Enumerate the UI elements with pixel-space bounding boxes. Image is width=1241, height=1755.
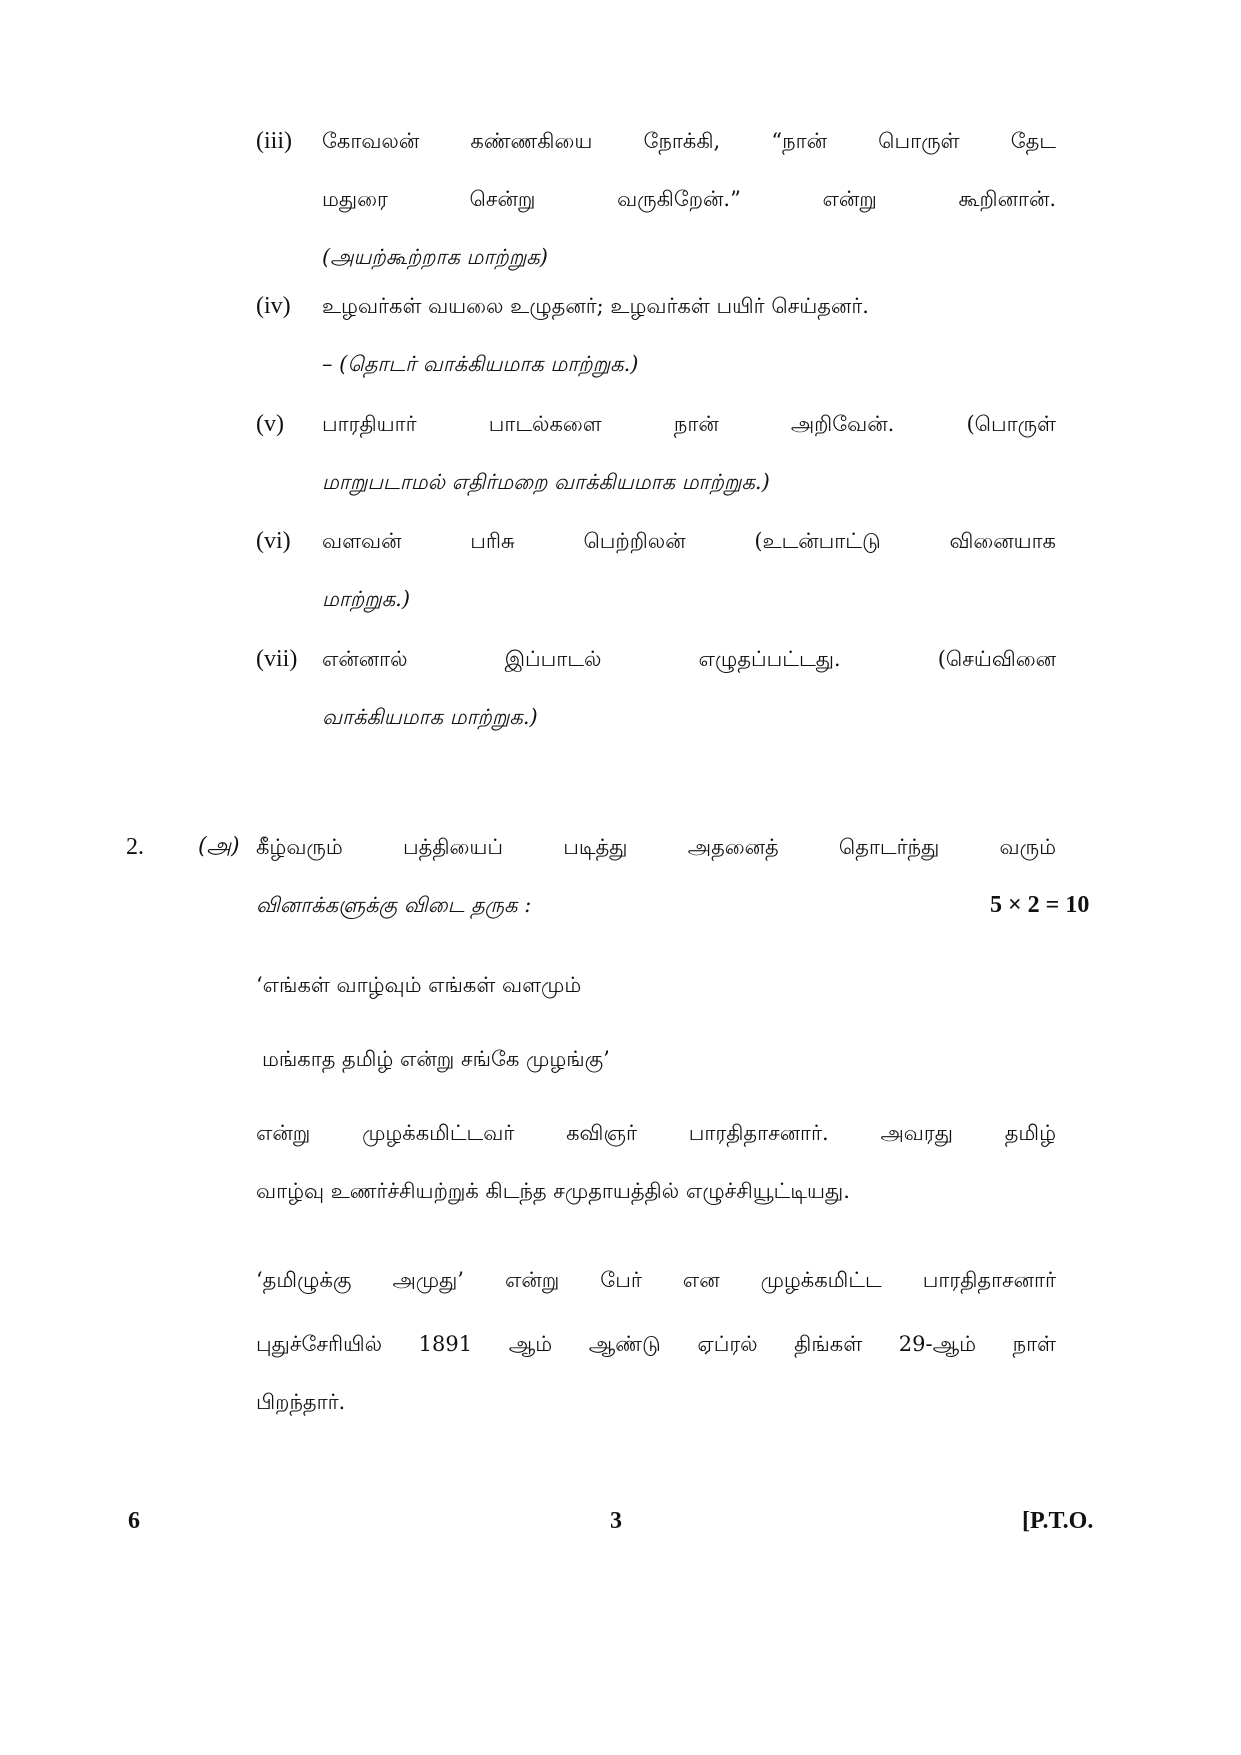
passage-line: பிறந்தார். [256, 1390, 346, 1414]
question-number: 2. [126, 834, 144, 860]
question-item-iv [256, 277, 1056, 393]
item-text-line: பாரதியார் பாடல்களை நான் அறிவேன். (பொருள் [322, 412, 1056, 436]
passage-line: வாழ்வு உணர்ச்சியற்றுக் கிடந்த சமுதாயத்தில் எழுச்சியூட்டியது. [256, 1179, 850, 1203]
question-item-vii [256, 630, 1056, 746]
question-subpart-label: (அ) [198, 834, 240, 859]
passage-line: புதுச்சேரியில் 1891 ஆம் ஆண்டு ஏப்ரல் திங்கள் 29-ஆம் நாள் [256, 1332, 1056, 1356]
question2-prompt [256, 818, 1056, 934]
quote-line: ‘எங்கள் வாழ்வும் எங்கள் வளமும் [256, 973, 582, 997]
passage-paragraph-1 [256, 1104, 1056, 1220]
item-text-line: கோவலன் கண்ணகியை நோக்கி, “நான் பொருள் தேட [322, 129, 1056, 153]
item-number: (v) [256, 411, 284, 437]
footer-page-number: 3 [610, 1508, 622, 1534]
item-text-line: வளவன் பரிசு பெற்றிலன் (உடன்பாட்டு வினையாக [322, 529, 1056, 553]
footer-pto: [P.T.O. [1022, 1508, 1094, 1534]
item-instruction: – (தொடர் வாக்கியமாக மாற்றுக.) [322, 352, 639, 376]
poem-quote [256, 956, 1056, 1014]
item-text-line: மதுரை சென்று வருகிறேன்.” என்று கூறினான். [322, 187, 1056, 211]
item-text-line: என்னால் இப்பாடல் எழுதப்பட்டது. (செய்வினை [322, 647, 1056, 671]
passage-line: என்று முழக்கமிட்டவர் கவிஞர் பாரதிதாசனார். அவரது தமிழ் [256, 1121, 1056, 1145]
poem-quote-2 [262, 1030, 1062, 1088]
item-number: (iii) [256, 128, 292, 154]
prompt-line: வினாக்களுக்கு விடை தருக : [256, 893, 532, 917]
passage-line: ‘தமிழுக்கு அமுது’ என்று பேர் என முழக்கமிட்ட பாரதிதாசனார் [256, 1268, 1056, 1292]
item-number: (iv) [256, 293, 291, 319]
passage-paragraph-2 [256, 1251, 1056, 1431]
footer-series-number: 6 [128, 1508, 140, 1534]
item-text-line: உழவர்கள் வயலை உழுதனர்; உழவர்கள் பயிர் செய்தனர். [322, 294, 869, 318]
item-number: (vi) [256, 528, 291, 554]
question-item-vi [256, 512, 1056, 628]
item-instruction: மாற்றுக.) [322, 587, 411, 611]
prompt-line: கீழ்வரும் பத்தியைப் படித்து அதனைத் தொடர்ந்து வரும் [256, 835, 1056, 859]
item-instruction: (அயற்கூற்றாக மாற்றுக) [322, 245, 548, 269]
item-number: (vii) [256, 646, 298, 672]
question-item-iii [256, 112, 1056, 286]
quote-line: மங்காத தமிழ் என்று சங்கே முழங்கு’ [262, 1047, 610, 1071]
question-item-v [256, 395, 1056, 511]
marks-label: 5 × 2 = 10 [990, 892, 1090, 918]
item-instruction: வாக்கியமாக மாற்றுக.) [322, 705, 538, 729]
item-instruction: மாறுபடாமல் எதிர்மறை வாக்கியமாக மாற்றுக.) [322, 470, 770, 494]
